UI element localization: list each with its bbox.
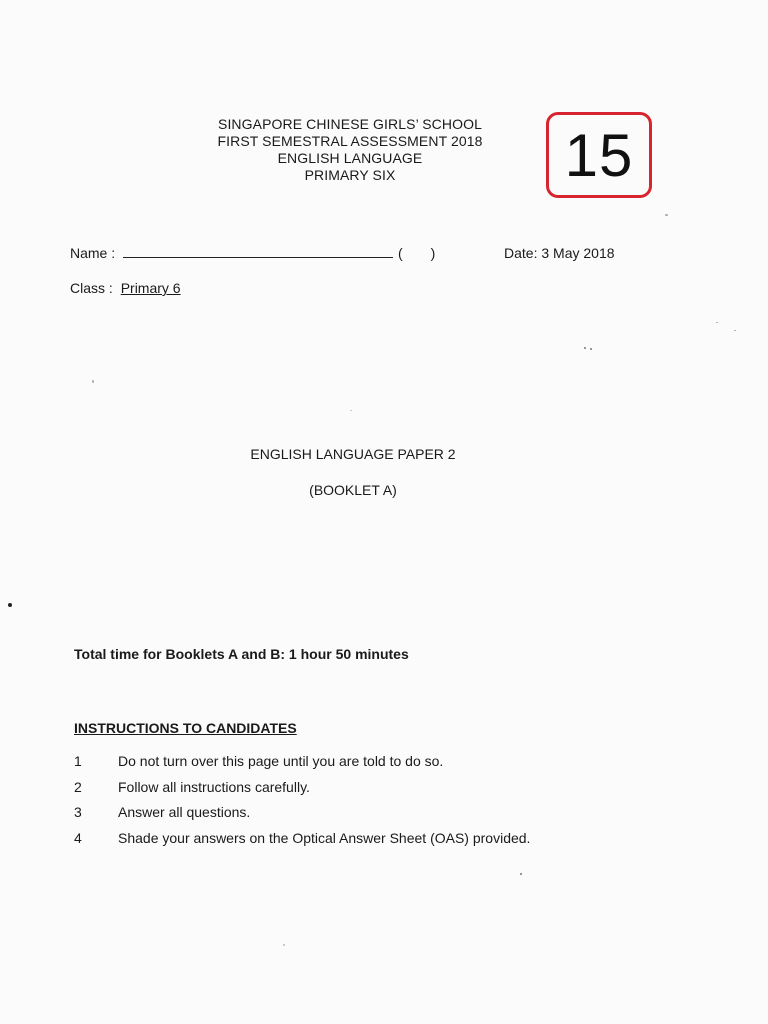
instruction-number: 1 [74,753,82,769]
instruction-text: Do not turn over this page until you are told to do so. [118,753,444,769]
register-number-field[interactable] [398,245,435,261]
instructions-heading: INSTRUCTIONS TO CANDIDATES [74,720,297,736]
instruction-number: 3 [74,804,82,820]
instruction-text: Shade your answers on the Optical Answer Sheet (OAS) provided. [118,829,531,846]
subject-title: ENGLISH LANGUAGE [277,150,423,166]
date-text: Date: 3 May 2018 [504,245,615,261]
class-field [70,280,181,296]
total-time: Total time for Booklets A and B: 1 hour 50 minutes [74,646,409,662]
class-value: Primary 6 [120,280,181,296]
paren-close: ) [430,245,436,261]
page-number: 15 [564,121,634,189]
list-item [74,753,674,779]
scan-speck [350,410,352,411]
school-header [200,116,500,184]
scan-speck [283,944,285,946]
scan-speck [584,347,586,349]
name-field[interactable] [70,245,393,261]
scan-speck [92,380,94,383]
instructions-list [74,753,674,855]
scan-speck [734,330,736,331]
scan-speck [665,214,668,216]
paren-open: ( [398,245,403,261]
scan-speck [8,603,12,607]
name-label: Name : [70,245,116,261]
list-item [74,830,674,856]
list-item [74,779,674,805]
instruction-number: 2 [74,778,82,795]
paper-title: ENGLISH LANGUAGE PAPER 2 [250,446,456,462]
instruction-text: Answer all questions. [118,804,251,820]
level-title: PRIMARY SIX [304,167,396,183]
list-item [74,804,674,830]
instruction-number: 4 [74,829,82,846]
assessment-title: FIRST SEMESTRAL ASSESSMENT 2018 [217,133,483,149]
booklet-label: (BOOKLET A) [309,482,397,498]
class-label: Class : [70,280,113,296]
scan-speck [716,322,718,323]
name-blank-line[interactable] [123,245,393,258]
scan-speck [590,348,592,350]
instruction-text: Follow all instructions carefully. [118,778,310,795]
scan-speck [520,873,522,875]
school-name: SINGAPORE CHINESE GIRLS’ SCHOOL [218,116,482,132]
page-number-box [546,112,652,198]
